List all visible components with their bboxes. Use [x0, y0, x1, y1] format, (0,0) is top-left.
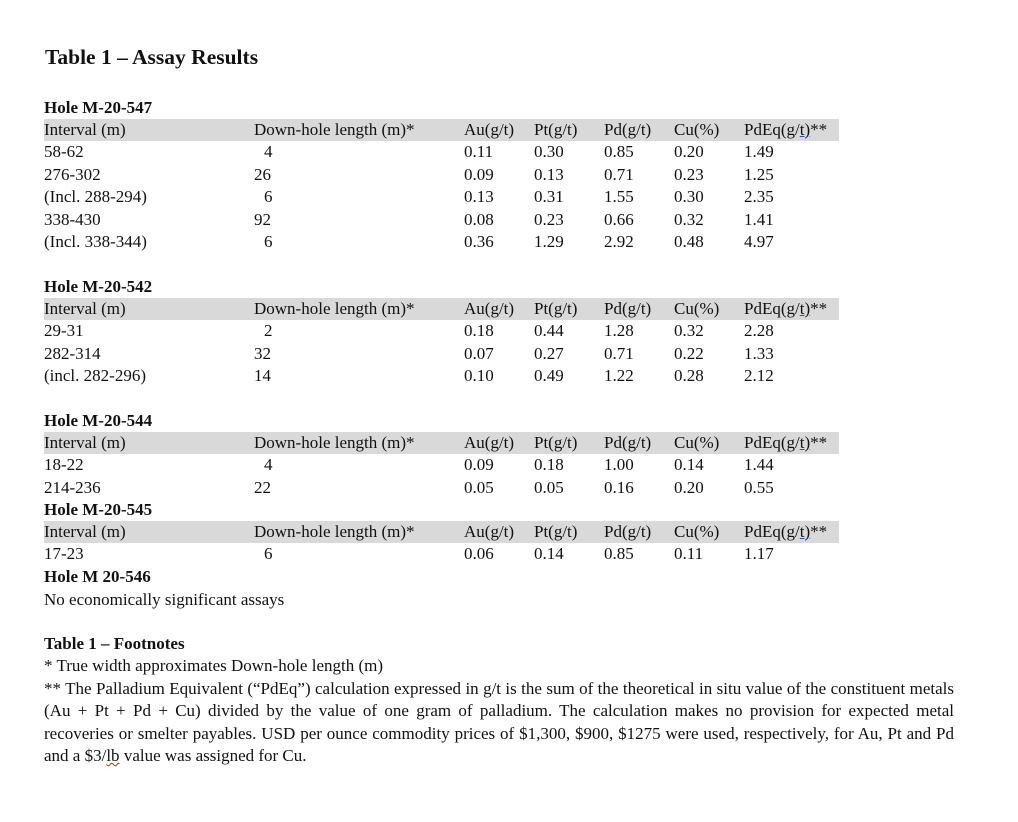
table-cell: 0.66	[604, 209, 634, 229]
table-cell: 0.06	[464, 544, 494, 564]
table-cell: 0.16	[604, 477, 634, 497]
table-header-row	[44, 119, 839, 141]
column-header: Pd(g/t)	[604, 433, 652, 452]
table-cell: 0.28	[674, 366, 704, 386]
table-body	[44, 320, 844, 387]
table-cell: 0.71	[604, 164, 634, 184]
column-header-pdeq-part: **	[810, 522, 828, 541]
table-cell: 0.49	[534, 366, 564, 386]
table-row	[44, 543, 844, 565]
column-header: Pd(g/t)	[604, 299, 652, 318]
table-cell: 0.14	[674, 455, 704, 475]
table-cell: 0.32	[674, 321, 704, 341]
table-cell: 0.48	[674, 231, 704, 251]
table-row	[44, 320, 844, 342]
table-cell: 6	[264, 544, 273, 564]
column-header: Interval (m)	[44, 522, 126, 541]
table-header-row	[44, 298, 839, 320]
table-cell: 6	[264, 187, 273, 207]
table-cell: 0.11	[674, 544, 704, 564]
table-cell: 0.13	[464, 187, 494, 207]
column-header: Down-hole length (m)*	[254, 433, 415, 452]
table-cell: 0.23	[674, 164, 704, 184]
column-header-pdeq-part: PdEq(g/	[744, 433, 800, 452]
column-header-pdeq	[744, 521, 827, 543]
column-header: Pd(g/t)	[604, 522, 652, 541]
column-header: Interval (m)	[44, 120, 126, 139]
column-header-pdeq	[744, 119, 827, 141]
hole-title: Hole M-20-547	[44, 98, 153, 117]
column-header: Au(g/t)	[464, 299, 515, 318]
column-header: Pt(g/t)	[534, 433, 578, 452]
column-header: Au(g/t)	[464, 120, 515, 139]
table-cell: 0.07	[464, 343, 494, 363]
page-title: Table 1 – Assay Results	[45, 45, 259, 69]
table-cell: 0.08	[464, 209, 494, 229]
table-row	[44, 365, 844, 387]
column-header: Au(g/t)	[464, 522, 515, 541]
table-cell: 1.41	[744, 209, 774, 229]
table-row	[44, 477, 844, 499]
table-cell: 0.27	[534, 343, 564, 363]
table-cell: 2.35	[744, 187, 774, 207]
table-cell: 214-236	[44, 477, 101, 497]
column-header: Interval (m)	[44, 299, 126, 318]
column-header: Cu(%)	[674, 522, 720, 541]
table-cell: 17-23	[44, 544, 84, 564]
footnote-2	[44, 678, 954, 768]
table-body	[44, 543, 844, 565]
table-cell: (Incl. 338-344)	[44, 231, 147, 251]
table-cell: 1.22	[604, 366, 634, 386]
hole-section	[44, 410, 844, 499]
table-cell: 26	[254, 164, 271, 184]
column-header: Au(g/t)	[464, 433, 515, 452]
table-cell: 1.55	[604, 187, 634, 207]
table-cell: (Incl. 288-294)	[44, 187, 147, 207]
hole-section	[44, 276, 844, 388]
hole-section	[44, 499, 844, 566]
table-row	[44, 186, 844, 208]
column-header-pdeq-part: **	[810, 299, 828, 318]
column-header: Cu(%)	[674, 120, 720, 139]
table-cell: 0.22	[674, 343, 704, 363]
table-cell: 276-302	[44, 164, 101, 184]
table-cell: 1.33	[744, 343, 774, 363]
no-assays-note: No economically significant assays	[44, 590, 285, 609]
table-cell: 0.31	[534, 187, 564, 207]
column-header: Pd(g/t)	[604, 120, 652, 139]
table-cell: 0.85	[604, 142, 634, 162]
table-cell: 0.11	[464, 142, 494, 162]
table-row	[44, 231, 844, 253]
column-header-pdeq-part: **	[810, 433, 828, 452]
table-body	[44, 141, 844, 253]
hole-section	[44, 97, 844, 253]
column-header-pdeq-part: PdEq(g/	[744, 522, 800, 541]
table-header-row	[44, 521, 839, 543]
hole-title: Hole M 20-546	[44, 567, 151, 586]
table-cell: 32	[254, 343, 271, 363]
table-cell: 282-314	[44, 343, 101, 363]
table-cell: 2	[264, 321, 273, 341]
hole-title: Hole M-20-542	[44, 277, 153, 296]
column-header: Pt(g/t)	[534, 299, 578, 318]
table-cell: 18-22	[44, 455, 84, 475]
table-cell: 1.29	[534, 231, 564, 251]
table-cell: 29-31	[44, 321, 84, 341]
table-row	[44, 454, 844, 476]
footnote-1: * True width approximates Down-hole length (m)	[44, 656, 384, 675]
table-cell: (incl. 282-296)	[44, 366, 146, 386]
table-cell: 0.18	[534, 455, 564, 475]
footnote-2-text-end: value was assigned for Cu.	[119, 746, 307, 766]
table-cell: 1.17	[744, 544, 774, 564]
column-header-pdeq-underlined: t)	[799, 433, 811, 452]
table-cell: 1.25	[744, 164, 774, 184]
column-header: Cu(%)	[674, 299, 720, 318]
table-cell: 2.12	[744, 366, 774, 386]
table-cell: 6	[264, 231, 273, 251]
table-cell: 1.49	[744, 142, 774, 162]
table-row	[44, 164, 844, 186]
table-cell: 0.30	[674, 187, 704, 207]
column-header-pdeq	[744, 432, 827, 454]
table-cell: 0.32	[674, 209, 704, 229]
footnotes-title: Table 1 – Footnotes	[44, 634, 185, 653]
table-cell: 0.14	[534, 544, 564, 564]
table-body	[44, 454, 844, 499]
table-cell: 0.18	[464, 321, 494, 341]
hole-title: Hole M-20-544	[44, 411, 153, 430]
table-cell: 0.30	[534, 142, 564, 162]
table-cell: 0.13	[534, 164, 564, 184]
table-cell: 0.10	[464, 366, 494, 386]
column-header-pdeq	[744, 298, 827, 320]
table-row	[44, 141, 844, 163]
table-cell: 2.28	[744, 321, 774, 341]
column-header: Down-hole length (m)*	[254, 522, 415, 541]
column-header-pdeq-part: PdEq(g/	[744, 120, 800, 139]
table-cell: 0.05	[464, 477, 494, 497]
table-cell: 1.28	[604, 321, 634, 341]
table-cell: 0.09	[464, 164, 494, 184]
table-row	[44, 343, 844, 365]
column-header-pdeq-part: **	[810, 120, 828, 139]
column-header: Pt(g/t)	[534, 120, 578, 139]
table-cell: 0.55	[744, 477, 774, 497]
table-cell: 2.92	[604, 231, 634, 251]
table-cell: 1.44	[744, 455, 774, 475]
table-cell: 92	[254, 209, 271, 229]
table-cell: 4.97	[744, 231, 774, 251]
column-header: Interval (m)	[44, 433, 126, 452]
table-cell: 0.05	[534, 477, 564, 497]
table-cell: 0.44	[534, 321, 564, 341]
table-cell: 58-62	[44, 142, 84, 162]
column-header: Pt(g/t)	[534, 522, 578, 541]
table-cell: 0.20	[674, 142, 704, 162]
hole-title: Hole M-20-545	[44, 500, 153, 519]
table-cell: 0.20	[674, 477, 704, 497]
table-cell: 0.09	[464, 455, 494, 475]
column-header: Down-hole length (m)*	[254, 299, 415, 318]
spellcheck-word: lb	[106, 746, 120, 766]
table-cell: 22	[254, 477, 271, 497]
column-header: Down-hole length (m)*	[254, 120, 415, 139]
column-header-pdeq-underlined: t)	[799, 120, 811, 139]
table-cell: 4	[264, 455, 273, 475]
table-cell: 0.85	[604, 544, 634, 564]
table-cell: 338-430	[44, 209, 101, 229]
table-cell: 0.71	[604, 343, 634, 363]
table-cell: 14	[254, 366, 271, 386]
footnote-2-text: ** The Palladium Equivalent (“PdEq”) calculation expressed in g/t is the sum of the theoretical in situ value of the constituent metals (Au + Pt + Pd + Cu) divided by the value of one gram of palladium. The calculation makes no provision for expected metal recoveries or smelter payables. USD per ounce commodity prices of $1,300, $900, $1275 were used, respectively, for Au, Pt and Pd and a $3/	[44, 679, 954, 766]
table-cell: 0.23	[534, 209, 564, 229]
table-cell: 4	[264, 142, 273, 162]
column-header: Cu(%)	[674, 433, 720, 452]
table-header-row	[44, 432, 839, 454]
table-cell: 0.36	[464, 231, 494, 251]
table-row	[44, 209, 844, 231]
column-header-pdeq-underlined: t)	[799, 522, 811, 541]
column-header-pdeq-part: PdEq(g/	[744, 299, 800, 318]
column-header-pdeq-underlined: t)	[799, 299, 811, 318]
table-cell: 1.00	[604, 455, 634, 475]
